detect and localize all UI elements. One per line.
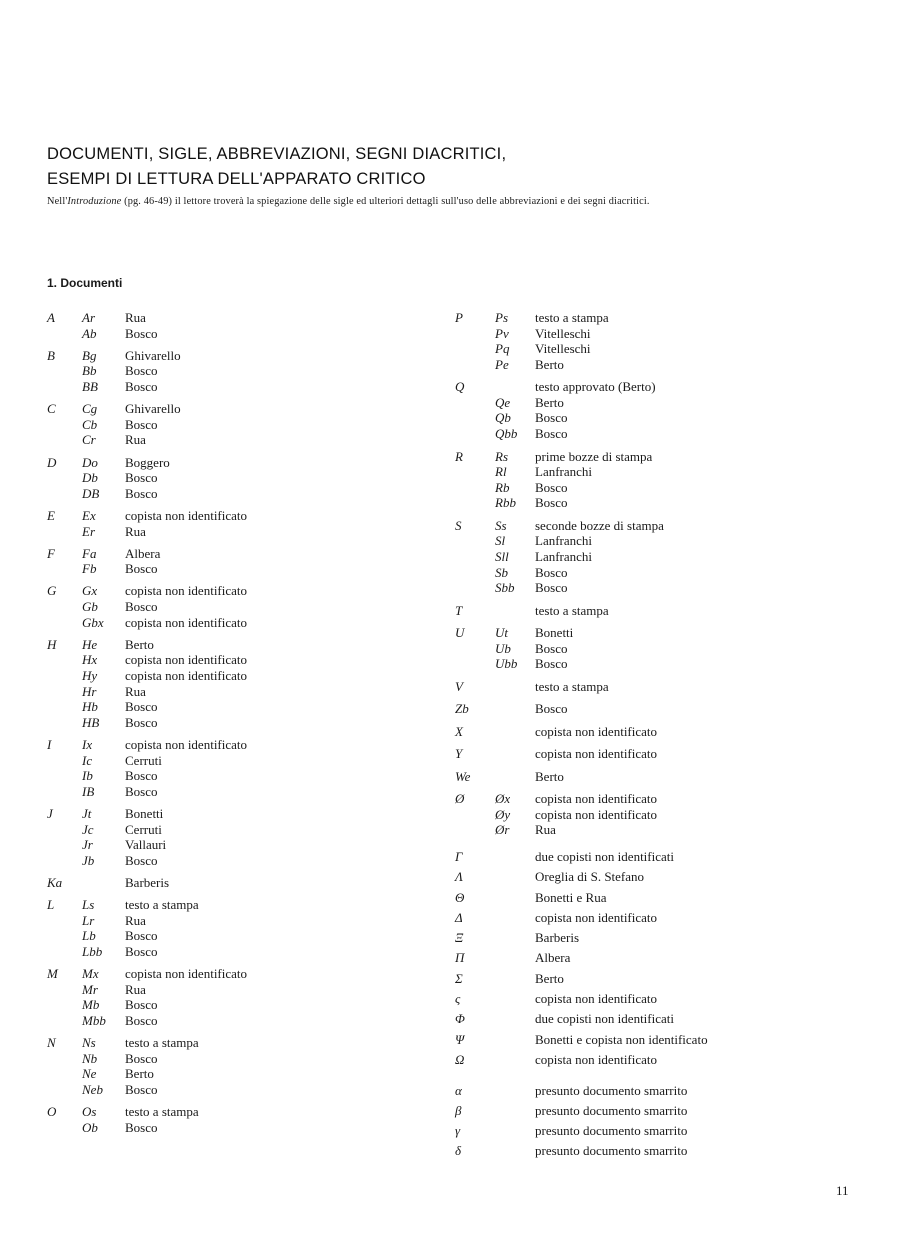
witness-description: testo a stampa [125, 1035, 199, 1051]
witness-description: testo a stampa [125, 897, 199, 913]
witness-code: Fb [82, 561, 97, 577]
witness-description: Bosco [125, 768, 158, 784]
document-sigla: A [47, 310, 55, 325]
witness-code: Ob [82, 1119, 98, 1135]
witness-description: Boggero [125, 454, 170, 470]
document-sigla: G [47, 583, 57, 599]
witness-code: Rbb [495, 495, 516, 511]
witness-code: Os [82, 1104, 97, 1120]
witness-description: testo approvato (Berto) [535, 379, 656, 395]
witness-description: Lanfranchi [535, 464, 593, 480]
document-sigla: H [47, 636, 57, 652]
witness-description: Bosco [125, 852, 158, 868]
intro-note [47, 196, 650, 207]
document-sigla: α [455, 1083, 462, 1098]
witness-code: Ubb [495, 656, 518, 672]
document-sigla: E [47, 507, 55, 523]
document-sigla: Ψ [455, 1031, 465, 1047]
witness-description: Berto [125, 636, 154, 652]
document-sigla: X [455, 723, 463, 739]
witness-code: Ls [82, 897, 95, 913]
document-sigla: V [455, 678, 463, 694]
witness-description: testo a stampa [535, 602, 609, 618]
witness-code: Cg [82, 401, 98, 417]
witness-code: Sll [495, 548, 509, 564]
witness-code: Øy [495, 806, 511, 822]
witness-description: Rua [125, 432, 146, 448]
document-sigla: Ø [455, 791, 465, 807]
witness-code: Ne [82, 1066, 97, 1082]
witness-code: He [82, 636, 98, 652]
witness-code: Ut [495, 625, 508, 641]
witness-description: Cerruti [125, 821, 162, 837]
document-sigla: M [47, 966, 58, 982]
witness-description: testo a stampa [535, 310, 609, 325]
witness-description: Bosco [535, 656, 568, 672]
document-sigla: Λ [455, 869, 463, 885]
witness-description: Rua [125, 683, 146, 699]
witness-description: copista non identificato [535, 723, 658, 739]
document-sigla: B [47, 347, 55, 363]
witness-description: Bosco [535, 410, 568, 426]
document-sigla: R [455, 448, 463, 464]
witness-code: Cr [82, 432, 96, 448]
witness-description: copista non identificato [535, 990, 658, 1006]
document-sigla: Γ [455, 849, 463, 864]
witness-code: Ub [495, 640, 511, 656]
document-sigla: Ξ [455, 930, 464, 946]
witness-code: Ic [82, 752, 93, 768]
witness-code: BB [82, 378, 98, 394]
witness-description: Bonetti e Rua [535, 889, 607, 905]
witness-code: Jr [82, 837, 93, 853]
witness-code: Pv [495, 325, 509, 341]
document-sigla: P [455, 310, 463, 325]
document-sigla: Ω [455, 1051, 465, 1067]
witness-code: Cb [82, 416, 98, 432]
witness-description: copista non identificato [535, 806, 658, 822]
intro-text: (pg. 46-49) il lettore troverà la spiegazione delle sigle ed ulteriori dettagli sull'uso delle abbreviazioni e dei segni diacritici. [121, 196, 650, 207]
witness-code: Ør [495, 822, 510, 838]
witness-description: testo a stampa [125, 1104, 199, 1120]
witness-description: prime bozze di stampa [535, 448, 653, 464]
witness-description: copista non identificato [125, 668, 248, 684]
document-sigla: F [47, 545, 55, 561]
witness-description: Bosco [535, 640, 568, 656]
document-sigla: ς [455, 990, 461, 1006]
witness-description: Bosco [125, 416, 158, 432]
witness-code: Pq [495, 341, 510, 357]
witness-description: Bonetti [125, 805, 164, 821]
witness-code: Neb [82, 1081, 103, 1097]
document-sigla: T [455, 602, 463, 618]
witness-description: Vallauri [125, 837, 167, 853]
witness-code: HB [82, 714, 100, 730]
witness-description: Bosco [125, 325, 158, 341]
document-sigla: γ [455, 1122, 461, 1138]
witness-code: Ex [82, 507, 96, 523]
document-sigla: Φ [455, 1011, 465, 1027]
witness-description: copista non identificato [535, 791, 658, 807]
witness-code: Gx [82, 583, 98, 599]
witness-description: Bosco [125, 783, 158, 799]
witness-description: copista non identificato [125, 583, 248, 599]
witness-code: Ns [82, 1035, 96, 1051]
witness-code: DB [82, 485, 100, 501]
witness-code: Do [82, 454, 98, 470]
witness-code: Fa [82, 545, 97, 561]
document-sigla: C [47, 401, 56, 417]
witness-description: Bosco [125, 928, 158, 944]
witness-description: Bosco [535, 479, 568, 495]
witness-description: Berto [535, 356, 564, 372]
witness-code: Qe [495, 394, 511, 410]
witness-description: copista non identificato [125, 966, 248, 982]
witness-description: Bosco [535, 564, 568, 580]
witness-description: Vitelleschi [535, 341, 591, 357]
document-sigla: J [47, 805, 53, 821]
witness-description: Albera [125, 545, 161, 561]
witness-description: Bosco [125, 1119, 158, 1135]
witness-description: copista non identificato [535, 746, 658, 762]
witness-description: Bosco [125, 561, 158, 577]
witness-code: Lb [82, 928, 96, 944]
witness-code: Gbx [82, 614, 104, 630]
witness-code: Mbb [82, 1012, 106, 1028]
witness-description: copista non identificato [535, 1051, 658, 1067]
document-sigla: Q [455, 379, 465, 395]
witness-description: Vitelleschi [535, 325, 591, 341]
witness-description: presunto documento smarrito [535, 1122, 688, 1138]
witness-description: Rua [125, 912, 146, 928]
witness-code: Jc [82, 821, 94, 837]
witness-description: copista non identificato [125, 507, 248, 523]
witness-code: Mr [82, 981, 98, 997]
witness-code: Rl [495, 464, 507, 480]
document-sigla: β [455, 1102, 462, 1118]
page-title-line1: DOCUMENTI, SIGLE, ABBREVIAZIONI, SEGNI DIACRITICI, [47, 145, 507, 163]
witness-description: Ghivarello [125, 401, 181, 417]
document-sigla: Θ [455, 889, 465, 905]
witness-description: presunto documento smarrito [535, 1083, 688, 1098]
witness-code: Hr [82, 683, 97, 699]
document-sigla: Σ [455, 970, 463, 986]
document-sigla: N [47, 1035, 56, 1051]
witness-description: copista non identificato [125, 652, 248, 668]
witness-code: Mb [82, 997, 100, 1013]
document-sigla: D [47, 454, 57, 470]
witness-code: Er [82, 523, 95, 539]
witness-description: Rua [125, 981, 146, 997]
witness-code: Bg [82, 347, 97, 363]
witness-description: Barberis [125, 874, 170, 890]
witness-code: Ab [82, 325, 97, 341]
witness-description: Bonetti [535, 625, 574, 641]
witness-description: testo a stampa [535, 678, 609, 694]
document-sigla: Y [455, 746, 463, 762]
witness-description: Bosco [535, 495, 568, 511]
witness-description: Berto [535, 970, 564, 986]
witness-description: Bonetti e copista non identificato [535, 1031, 708, 1047]
witness-code: Jt [82, 805, 92, 821]
witness-code: Sb [495, 564, 508, 580]
witness-description: Barberis [535, 930, 580, 946]
witness-description: Berto [535, 394, 564, 410]
witness-code: Qbb [495, 426, 518, 442]
page-title-line2: ESEMPI DI LETTURA DELL'APPARATO CRITICO [47, 170, 426, 188]
witness-description: Ghivarello [125, 347, 181, 363]
witness-description: Bosco [535, 426, 568, 442]
witness-description: Bosco [125, 485, 158, 501]
witness-description: seconde bozze di stampa [535, 517, 664, 533]
witness-description: Berto [535, 768, 564, 784]
witness-description: Bosco [535, 701, 568, 717]
witness-description: Bosco [125, 997, 158, 1013]
witness-description: copista non identificato [125, 614, 248, 630]
witness-code: Sbb [495, 580, 515, 596]
witness-code: Qb [495, 410, 511, 426]
witness-code: Mx [82, 966, 99, 982]
witness-description: Bosco [125, 470, 158, 486]
witness-code: Hy [82, 668, 98, 684]
witness-description: Bosco [125, 1012, 158, 1028]
witness-description: Rua [125, 523, 146, 539]
witness-description: Bosco [125, 1050, 158, 1066]
witness-description: Rua [535, 822, 556, 838]
witness-code: Hb [82, 699, 98, 715]
witness-code: Ar [82, 310, 95, 325]
witness-code: Gb [82, 599, 98, 615]
witness-code: Jb [82, 852, 95, 868]
witness-code: IB [82, 783, 95, 799]
witness-description: Rua [125, 310, 146, 325]
witness-code: Pe [495, 356, 509, 372]
witness-description: Bosco [535, 580, 568, 596]
witness-code: Ix [82, 737, 93, 752]
witness-description: Bosco [125, 714, 158, 730]
document-sigla: Ka [47, 874, 63, 890]
witness-code: Rs [495, 448, 508, 464]
witness-code: Lbb [82, 943, 103, 959]
witness-description: Oreglia di S. Stefano [535, 869, 645, 885]
witness-description: Bosco [125, 599, 158, 615]
witness-description: copista non identificato [125, 737, 248, 752]
witness-code: Sl [495, 533, 506, 549]
intro-prefix: Nell' [47, 196, 68, 207]
document-sigla: L [47, 897, 55, 913]
witness-description: Lanfranchi [535, 548, 593, 564]
witness-description: copista non identificato [535, 909, 658, 925]
witness-description: presunto documento smarrito [535, 1102, 688, 1118]
document-sigla: Δ [455, 909, 463, 925]
document-sigla: We [455, 768, 471, 784]
witness-code: Lr [82, 912, 95, 928]
witness-code: Ps [495, 310, 508, 325]
witness-description: Bosco [125, 1081, 158, 1097]
intro-italic: Introduzione [67, 196, 122, 207]
witness-code: Øx [495, 791, 511, 807]
witness-code: Hx [82, 652, 98, 668]
document-sigla: I [47, 737, 52, 752]
witness-code: Bb [82, 363, 97, 379]
witness-description: presunto documento smarrito [535, 1142, 688, 1158]
document-sigla: Π [455, 950, 465, 966]
witness-description: Albera [535, 950, 571, 966]
witness-description: Berto [125, 1066, 154, 1082]
witness-code: Db [82, 470, 98, 486]
witness-code: Nb [82, 1050, 98, 1066]
document-sigla: δ [455, 1142, 462, 1158]
witness-description: Cerruti [125, 752, 162, 768]
witness-description: Lanfranchi [535, 533, 593, 549]
document-sigla: Zb [455, 701, 469, 717]
witness-description: Bosco [125, 943, 158, 959]
section-title: 1. Documenti [47, 276, 123, 290]
witness-code: Rb [495, 479, 510, 495]
witness-description: due copisti non identificati [535, 1011, 674, 1027]
witness-description: Bosco [125, 699, 158, 715]
witness-code: Ib [82, 768, 93, 784]
document-sigla: O [47, 1104, 57, 1120]
witness-description: due copisti non identificati [535, 849, 674, 864]
witness-description: Bosco [125, 378, 158, 394]
witness-code: Ss [495, 517, 507, 533]
page-number: 11 [836, 1183, 849, 1198]
witness-description: Bosco [125, 363, 158, 379]
document-sigla: S [455, 517, 462, 533]
document-sigla: U [455, 625, 465, 641]
